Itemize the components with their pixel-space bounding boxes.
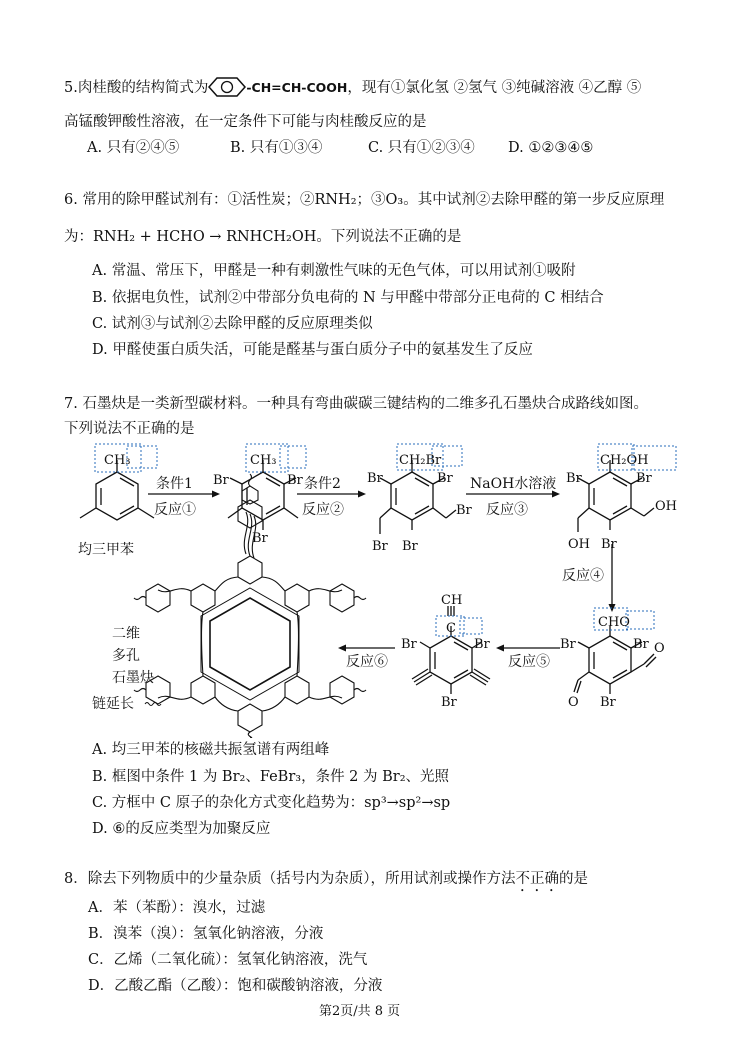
cmpd5-br-right: Br bbox=[633, 637, 649, 652]
q7-option-c: C. 方框中 C 原子的杂化方式变化趋势为：sp³→sp²→sp bbox=[92, 795, 451, 811]
arrow4-label: 反应④ bbox=[562, 568, 604, 584]
cmpd4-ch2oh: CH₂OH bbox=[600, 453, 649, 468]
cmpd4-oh-left: OH bbox=[568, 537, 590, 552]
cmpd5-cho: CHO bbox=[598, 615, 630, 630]
arrow1-condition: 条件1 bbox=[156, 476, 193, 492]
q5-stem-line2: 高锰酸钾酸性溶液，在一定条件下可能与肉桂酸反应的是 bbox=[64, 114, 427, 130]
q5-stem-prefix: 5.肉桂酸的结构简式为 bbox=[64, 80, 209, 96]
cmpd6-br-left: Br bbox=[401, 637, 417, 652]
arrow3-condition: NaOH水溶液 bbox=[470, 476, 557, 492]
arrow5-label: 反应⑤ bbox=[508, 654, 550, 670]
mesitylene-name: 均三甲苯 bbox=[78, 542, 134, 558]
q5-option-c: C. 只有①②③④ bbox=[368, 140, 475, 156]
q8-option-b: B．溴苯（溴）：氢氧化钠溶液，分液 bbox=[88, 926, 324, 942]
q8-option-d: D．乙酸乙酯（乙酸）：饱和碳酸钠溶液，分液 bbox=[88, 978, 383, 994]
cmpd3-ch2br: CH₂Br bbox=[399, 453, 442, 468]
q5-option-d: D. ①②③④⑤ bbox=[508, 140, 594, 156]
q5-stem-suffix: ，现有①氯化氢 ②氢气 ③纯碱溶液 ④乙醇 ⑤ bbox=[347, 80, 642, 96]
cmpd6-br-bottom: Br bbox=[441, 695, 457, 710]
cmpd5-o-left: O bbox=[568, 695, 579, 710]
q7-option-d: D. ⑥的反应类型为加聚反应 bbox=[92, 821, 271, 837]
cmpd3-br-ch2-right: Br bbox=[456, 503, 472, 518]
cmpd1-ch3: CH₃ bbox=[104, 453, 131, 468]
q5-formula-tail: -CH=CH-COOH bbox=[246, 80, 348, 95]
cmpd5-br-left: Br bbox=[560, 637, 576, 652]
cmpd3-br-right: Br bbox=[437, 471, 453, 486]
cmpd3-br-left: Br bbox=[367, 471, 383, 486]
arrow2-condition: 条件2 bbox=[304, 476, 341, 492]
q7-option-b: B. 框图中条件 1 为 Br₂、FeBr₃，条件 2 为 Br₂、光照 bbox=[92, 769, 450, 785]
q6-stem-prefix: 为： bbox=[64, 229, 93, 245]
q6-option-b: B. 依据电负性，试剂②中带部分负电荷的 N 与甲醛中带部分正电荷的 C 相结合 bbox=[92, 290, 604, 306]
q8-stem-c: 的是 bbox=[558, 871, 588, 887]
arrow6-label: 反应⑥ bbox=[346, 654, 388, 670]
q5-option-a: A. 只有②④⑤ bbox=[87, 140, 180, 156]
q6-stem-suffix: 。下列说法不正确的是 bbox=[316, 229, 462, 245]
arrow3-label: 反应③ bbox=[486, 502, 528, 518]
q6-stem-line1: 6. 常用的除甲醛试剂有：①活性炭；②RNH₂；③O₃。其中试剂②去除甲醛的第一步反应原理 bbox=[64, 192, 665, 208]
product-name-line1: 二维 bbox=[112, 626, 140, 642]
chain-extension-note: 链延长 bbox=[92, 696, 134, 712]
q5-stem-line1 bbox=[64, 76, 641, 98]
page-number: 第2页/共 8 页 bbox=[319, 1004, 401, 1019]
product-name-line2: 多孔 bbox=[112, 648, 140, 664]
q8-option-c: C．乙烯（二氧化硫）：氢氧化钠溶液，洗气 bbox=[88, 952, 368, 968]
q8-stem-a: 8．除去下列物质中的少量杂质（括号内为杂质），所用试剂或操作方法 bbox=[64, 871, 516, 887]
cmpd5-br-bottom: Br bbox=[600, 695, 616, 710]
q8-stem-emphasis: 不正确 bbox=[515, 871, 559, 887]
product-name-line3: 石墨炔 bbox=[112, 670, 154, 686]
cmpd4-br-right: Br bbox=[636, 471, 652, 486]
arrow2-label: 反应② bbox=[302, 502, 344, 518]
q6-stem-line2 bbox=[64, 228, 461, 246]
cmpd4-oh-right: OH bbox=[655, 499, 677, 514]
benzene-ring-icon bbox=[208, 76, 246, 98]
cmpd6-br-right: Br bbox=[474, 637, 490, 652]
q6-option-a: A. 常温、常压下，甲醛是一种有刺激性气味的无色气体，可以用试剂①吸附 bbox=[92, 263, 576, 279]
q8-option-a: A．苯（苯酚）：溴水，过滤 bbox=[88, 900, 266, 916]
cmpd3-br-bottom: Br bbox=[402, 539, 418, 554]
cmpd4-br-left: Br bbox=[566, 471, 582, 486]
cmpd3-br-ch2-left: Br bbox=[372, 539, 388, 554]
cmpd2-br-right: Br bbox=[287, 473, 303, 488]
arrow1-label: 反应① bbox=[154, 502, 196, 518]
cmpd6-c: C bbox=[446, 621, 456, 636]
cmpd2-ch3: CH₃ bbox=[250, 453, 277, 468]
q7-stem-line1: 7. 石墨炔是一类新型碳材料。一种具有弯曲碳碳三键结构的二维多孔石墨炔合成路线如图。 bbox=[64, 396, 648, 412]
cmpd4-br-bottom: Br bbox=[601, 537, 617, 552]
q6-equation: RNH₂ + HCHO → RNHCH₂OH bbox=[93, 229, 317, 245]
q8-stem bbox=[64, 870, 588, 895]
synthesis-scheme bbox=[0, 438, 752, 738]
q7-option-a: A. 均三甲苯的核磁共振氢谱有两组峰 bbox=[92, 742, 330, 758]
cmpd6-ch: CH bbox=[441, 593, 463, 608]
q6-option-d: D. 甲醛使蛋白质失活，可能是醛基与蛋白质分子中的氨基发生了反应 bbox=[92, 342, 533, 358]
q7-stem-line2: 下列说法不正确的是 bbox=[64, 421, 195, 437]
q5-option-b: B. 只有①③④ bbox=[230, 140, 323, 156]
cmpd2-br-bottom: Br bbox=[252, 531, 268, 546]
q6-option-c: C. 试剂③与试剂②去除甲醛的反应原理类似 bbox=[92, 316, 373, 332]
cmpd5-o-right: O bbox=[654, 641, 665, 656]
cmpd2-br-left: Br bbox=[213, 473, 229, 488]
